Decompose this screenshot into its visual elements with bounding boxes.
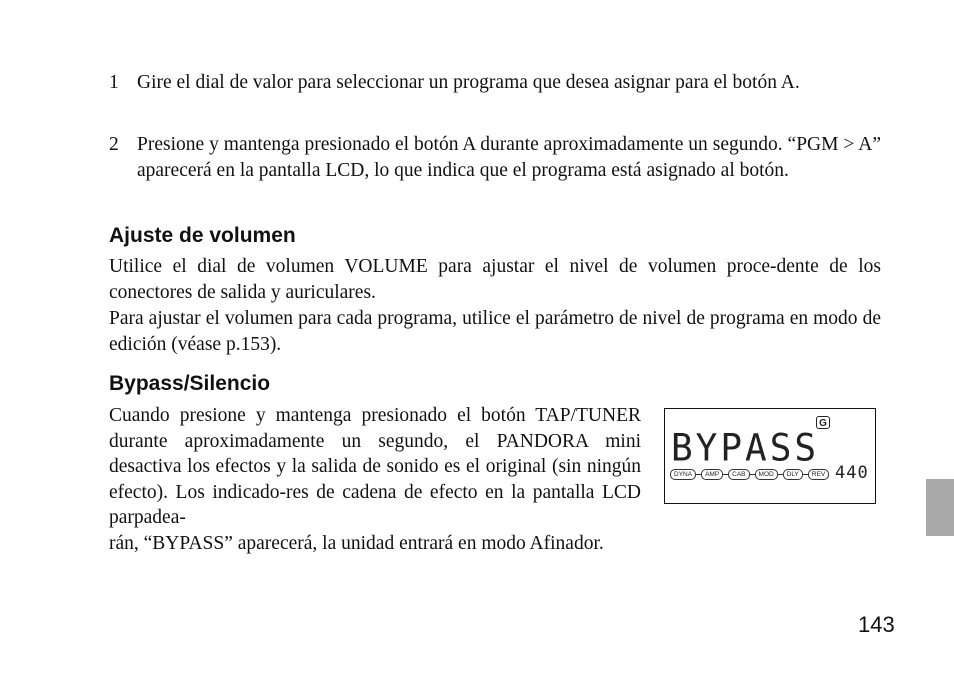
bypass-paragraph: Cuando presione y mantenga presionado el botón TAP/TUNER durante aproximadamente un segundo, el PANDORA mini desactiva los efectos y la salida de sonido es el original (sin ningún efecto). Los indicado-res de cadena de efecto en la pantalla LCD parpadea-: [109, 405, 641, 529]
step-text: Presione y mantenga presionado el botón A durante aproximadamente un segundo. “PGM > A” aparecerá en la pantalla LCD, lo que indica que el programa está asignado al botón.: [137, 134, 881, 181]
section-tab-marker: [926, 479, 954, 536]
bypass-heading: Bypass/Silencio: [109, 372, 271, 395]
step-text: Gire el dial de valor para seleccionar un programa que desea asignar para el botón A.: [137, 72, 800, 93]
step-number: 1: [109, 72, 119, 93]
volume-paragraph-1: Utilice el dial de volumen VOLUME para ajustar el nivel de volumen proce-dente de los conectores de salida y auriculares.: [109, 256, 881, 303]
chain-item-amp: AMP: [701, 469, 723, 480]
guitar-indicator-icon: G: [816, 416, 830, 429]
chain-item-cab: CAB: [728, 469, 749, 480]
chain-link: [778, 474, 783, 475]
chain-link: [750, 474, 755, 475]
step-1: [109, 70, 881, 96]
lcd-main-text: BYPASS: [671, 426, 820, 470]
volume-heading: Ajuste de volumen: [109, 224, 296, 247]
effect-chain-indicators: [670, 469, 829, 480]
lcd-frequency: 440: [835, 463, 869, 483]
bypass-paragraph-end: rán, “BYPASS” aparecerá, la unidad entrará en modo Afinador.: [109, 533, 604, 554]
chain-item-rev: REV: [808, 469, 829, 480]
lcd-display-illustration: [664, 408, 876, 504]
page-number: 143: [858, 612, 895, 637]
chain-item-dyna: DYNA: [670, 469, 696, 480]
step-2: [109, 132, 881, 183]
chain-item-mod: MOD: [755, 469, 778, 480]
step-number: 2: [109, 134, 119, 155]
chain-item-dly: DLY: [783, 469, 803, 480]
volume-paragraph-2: Para ajustar el volumen para cada programa, utilice el parámetro de nivel de programa en modo de edición (véase p.153).: [109, 308, 881, 355]
